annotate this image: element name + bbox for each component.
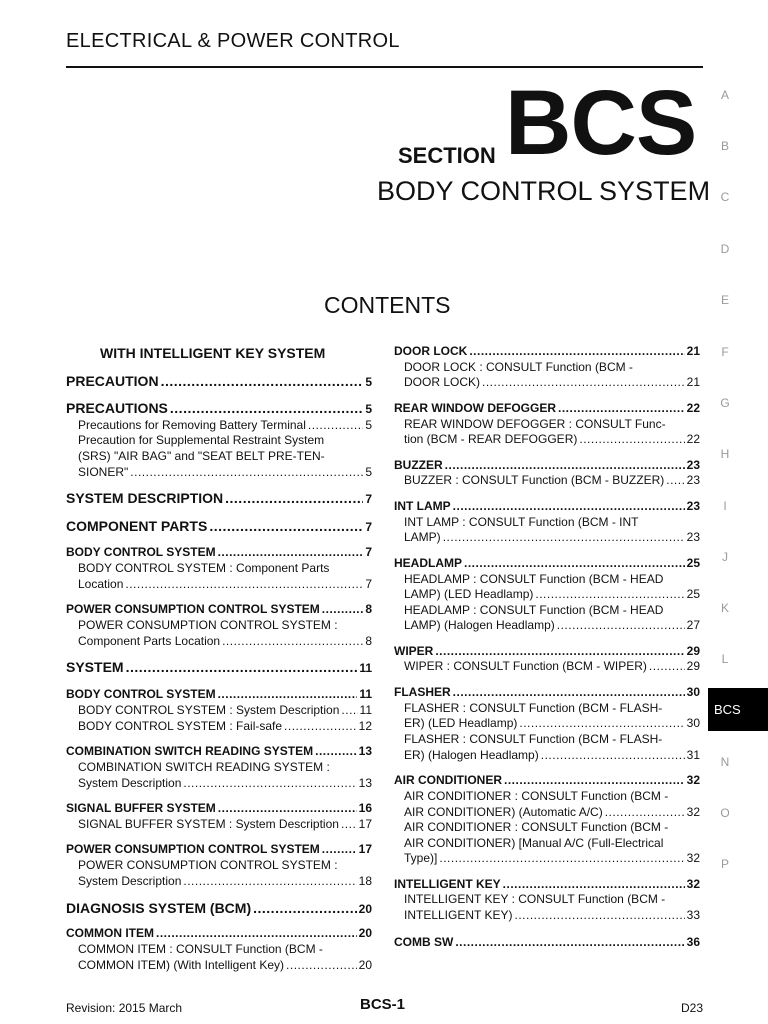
toc-line[interactable]: COMBINATION SWITCH READING SYSTEM : <box>78 760 330 774</box>
toc-entry[interactable]: COMMON ITEM ..... 20 <box>66 926 372 940</box>
toc-entry[interactable]: INTELLIGENT KEY ..... 32 <box>394 877 700 891</box>
toc-entry[interactable]: INTELLIGENT KEY) ..... 33 <box>404 908 700 922</box>
toc-entry[interactable]: BODY CONTROL SYSTEM : System Description ..... 11 <box>78 703 372 717</box>
page-number: BCS-1 <box>360 996 406 1013</box>
toc-entry[interactable]: DOOR LOCK ..... 21 <box>394 344 700 358</box>
side-tab-n[interactable]: N <box>720 755 730 769</box>
toc-line[interactable]: POWER CONSUMPTION CONTROL SYSTEM : <box>78 618 338 632</box>
toc-entry[interactable]: LAMP) ..... 23 <box>404 530 700 544</box>
toc-entry[interactable]: SIONER" ..... 5 <box>78 465 372 479</box>
side-tab-k[interactable]: K <box>720 601 729 615</box>
side-tab-g[interactable]: G <box>720 396 730 410</box>
toc-line[interactable]: HEADLAMP : CONSULT Function (BCM - HEAD <box>404 603 664 617</box>
toc-entry[interactable]: HEADLAMP ..... 25 <box>394 556 700 570</box>
toc-line[interactable]: DOOR LOCK : CONSULT Function (BCM - <box>404 360 633 374</box>
toc-entry[interactable]: Component Parts Location ..... 8 <box>78 634 372 648</box>
toc-entry[interactable]: DIAGNOSIS SYSTEM (BCM) ..... 20 <box>66 900 372 916</box>
toc-entry[interactable]: BODY CONTROL SYSTEM ..... 11 <box>66 687 372 701</box>
header-rule <box>66 66 703 68</box>
toc-entry[interactable]: SYSTEM ..... 11 <box>66 659 372 675</box>
toc-entry[interactable]: COMPONENT PARTS ..... 7 <box>66 518 372 534</box>
side-tab-e[interactable]: E <box>720 293 729 307</box>
toc-entry[interactable]: LAMP) (Halogen Headlamp) ..... 27 <box>404 618 700 632</box>
toc-entry[interactable]: PRECAUTIONS ..... 5 <box>66 400 372 416</box>
toc-line[interactable]: AIR CONDITIONER : CONSULT Function (BCM - <box>404 789 669 803</box>
toc-entry[interactable]: REAR WINDOW DEFOGGER ..... 22 <box>394 401 700 415</box>
toc-entry[interactable]: PRECAUTION ..... 5 <box>66 373 372 389</box>
toc-entry[interactable]: COMMON ITEM) (With Intelligent Key) ..... 20 <box>78 958 372 972</box>
left-subheading: WITH INTELLIGENT KEY SYSTEM <box>100 345 326 361</box>
toc-entry[interactable]: tion (BCM - REAR DEFOGGER) ..... 22 <box>404 432 700 446</box>
toc-line[interactable]: AIR CONDITIONER : CONSULT Function (BCM - <box>404 820 669 834</box>
toc-entry[interactable]: SIGNAL BUFFER SYSTEM : System Description ..... 17 <box>78 817 372 831</box>
toc-line[interactable]: AIR CONDITIONER) [Manual A/C (Full-Electrical <box>404 836 664 850</box>
toc-entry[interactable]: SIGNAL BUFFER SYSTEM ..... 16 <box>66 801 372 815</box>
toc-line[interactable]: BODY CONTROL SYSTEM : Component Parts <box>78 561 330 575</box>
toc-line[interactable]: COMMON ITEM : CONSULT Function (BCM - <box>78 942 323 956</box>
toc-entry[interactable]: BODY CONTROL SYSTEM ..... 7 <box>66 545 372 559</box>
toc-line[interactable]: FLASHER : CONSULT Function (BCM - FLASH- <box>404 732 663 746</box>
toc-entry[interactable]: WIPER ..... 29 <box>394 644 700 658</box>
section-code: BCS <box>505 72 697 174</box>
toc-entry[interactable]: BODY CONTROL SYSTEM : Fail-safe ..... 12 <box>78 719 372 733</box>
toc-entry[interactable]: System Description ..... 18 <box>78 874 372 888</box>
toc-entry[interactable]: COMB SW ..... 36 <box>394 935 700 949</box>
toc-entry[interactable]: SYSTEM DESCRIPTION ..... 7 <box>66 490 372 506</box>
toc-entry[interactable]: BUZZER ..... 23 <box>394 458 700 472</box>
toc-entry[interactable]: COMBINATION SWITCH READING SYSTEM ..... 13 <box>66 744 372 758</box>
side-tab-l[interactable]: L <box>721 652 729 666</box>
side-tab-h[interactable]: H <box>720 447 730 461</box>
toc-entry[interactable]: Type)] ..... 32 <box>404 851 700 865</box>
document-category: ELECTRICAL & POWER CONTROL <box>66 30 400 52</box>
side-tab-d[interactable]: D <box>720 242 730 256</box>
side-tab-bcs-active[interactable]: BCS <box>708 688 768 731</box>
side-tab-b[interactable]: B <box>720 139 729 153</box>
toc-entry[interactable]: ER) (Halogen Headlamp) ..... 31 <box>404 748 700 762</box>
toc-entry[interactable]: POWER CONSUMPTION CONTROL SYSTEM ..... 8 <box>66 602 372 616</box>
toc-line[interactable]: INTELLIGENT KEY : CONSULT Function (BCM - <box>404 892 666 906</box>
section-title: BODY CONTROL SYSTEM <box>377 176 711 206</box>
contents-heading: CONTENTS <box>324 292 451 318</box>
side-tab-p[interactable]: P <box>720 857 729 871</box>
toc-line[interactable]: REAR WINDOW DEFOGGER : CONSULT Func- <box>404 417 666 431</box>
toc-entry[interactable]: System Description ..... 13 <box>78 776 372 790</box>
toc-line[interactable]: POWER CONSUMPTION CONTROL SYSTEM : <box>78 858 338 872</box>
side-tab-i[interactable]: I <box>723 499 727 513</box>
toc-entry[interactable]: FLASHER ..... 30 <box>394 685 700 699</box>
side-tab-j[interactable]: J <box>722 550 728 564</box>
side-tab-a[interactable]: A <box>720 88 729 102</box>
toc-line[interactable]: (SRS) "AIR BAG" and "SEAT BELT PRE-TEN- <box>78 449 325 463</box>
toc-entry[interactable]: INT LAMP ..... 23 <box>394 499 700 513</box>
toc-entry[interactable]: DOOR LOCK) ..... 21 <box>404 375 700 389</box>
toc-entry[interactable]: AIR CONDITIONER ..... 32 <box>394 773 700 787</box>
toc-entry[interactable]: POWER CONSUMPTION CONTROL SYSTEM ..... 17 <box>66 842 372 856</box>
toc-entry[interactable]: AIR CONDITIONER) (Automatic A/C) ..... 32 <box>404 805 700 819</box>
side-tab-f[interactable]: F <box>721 345 729 359</box>
toc-entry[interactable]: WIPER : CONSULT Function (BCM - WIPER) ..... 29 <box>404 659 700 673</box>
side-tab-o[interactable]: O <box>720 806 730 820</box>
side-tab-c[interactable]: C <box>720 190 730 204</box>
toc-line[interactable]: HEADLAMP : CONSULT Function (BCM - HEAD <box>404 572 664 586</box>
revision-date: Revision: 2015 March <box>66 1001 183 1015</box>
toc-entry[interactable]: BUZZER : CONSULT Function (BCM - BUZZER) ..... 23 <box>404 473 700 487</box>
toc-entry[interactable]: ER) (LED Headlamp) ..... 30 <box>404 716 700 730</box>
toc-entry[interactable]: Precautions for Removing Battery Terminal ..... 5 <box>78 418 372 432</box>
toc-entry[interactable]: Location ..... 7 <box>78 577 372 591</box>
section-label: SECTION <box>398 143 496 168</box>
toc-line[interactable]: INT LAMP : CONSULT Function (BCM - INT <box>404 515 639 529</box>
toc-line[interactable]: FLASHER : CONSULT Function (BCM - FLASH- <box>404 701 663 715</box>
toc-entry[interactable]: LAMP) (LED Headlamp) ..... 25 <box>404 587 700 601</box>
toc-line[interactable]: Precaution for Supplemental Restraint System <box>78 433 325 447</box>
model-code: D23 <box>681 1001 704 1015</box>
